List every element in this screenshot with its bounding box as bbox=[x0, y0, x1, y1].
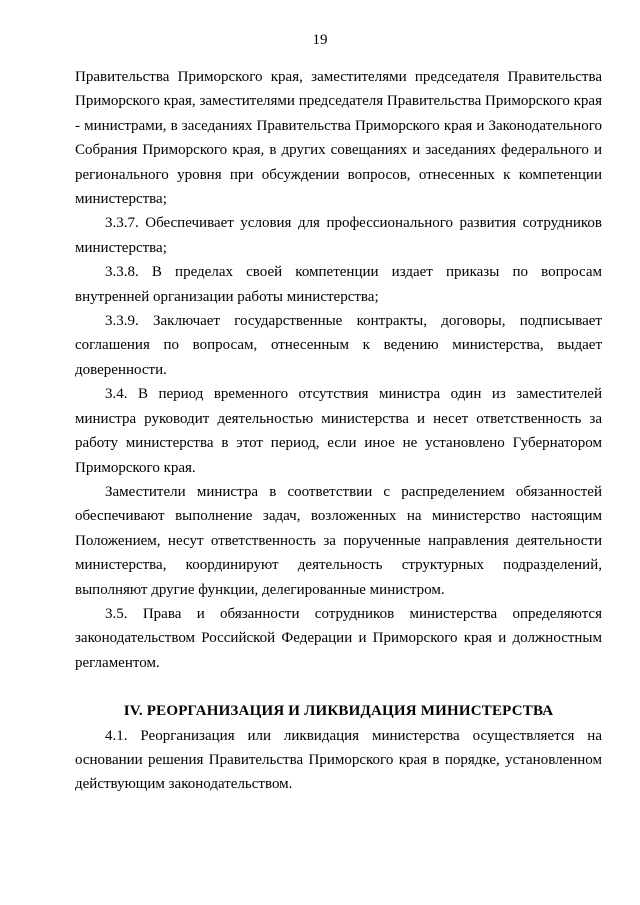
paragraph-3-4: 3.4. В период временного отсутствия министра один из заместителей министра руководит деятельностью министерства и несет ответственность за работу министерства в этот период, если иное не установлено Губернатором Приморского края. bbox=[75, 386, 602, 476]
paragraph-3-5: 3.5. Права и обязанности сотрудников министерства определяются законодательством Российской Федерации и Приморского края и должностным регламентом. bbox=[75, 605, 602, 671]
section-title: IV. РЕОРГАНИЗАЦИЯ И ЛИКВИДАЦИЯ МИНИСТЕРСТВА bbox=[123, 703, 554, 720]
paragraph-deputies: Заместители министра в соответствии с распределением обязанностей обеспечивают выполнение задач, возложенных на министерство настоящим Положением, несут ответственность за порученные направления деятельности министерства, координируют деятельность структурных подразделений, выполняют другие функции, делегированные министром. bbox=[75, 483, 602, 598]
paragraph-4-1: 4.1. Реорганизация или ликвидация министерства осуществляется на основании решения Правительства Приморского края в порядке, установленном действующим законодательством. bbox=[75, 727, 602, 793]
page-number: 19 bbox=[312, 32, 328, 48]
paragraph-continuation: Правительства Приморского края, заместителями председателя Правительства Приморского края, заместителями председателя Правительства Приморского края - министрами, в заседаниях Правительства Приморского края и Законодательного Собрания Приморского края, в других совещаниях и заседаниях федерального и регионального уровня при обсуждении вопросов, отнесенных к компетенции министерства; bbox=[75, 69, 602, 208]
document-body bbox=[75, 65, 602, 797]
paragraph-3-3-8: 3.3.8. В пределах своей компетенции издает приказы по вопросам внутренней организации работы министерства; bbox=[75, 264, 602, 305]
paragraph-3-3-9: 3.3.9. Заключает государственные контракты, договоры, подписывает соглашения по вопросам, отнесенным к ведению министерства, выдает доверенности. bbox=[75, 313, 602, 378]
paragraph-3-3-7: 3.3.7. Обеспечивает условия для профессионального развития сотрудников министерства; bbox=[75, 215, 602, 256]
